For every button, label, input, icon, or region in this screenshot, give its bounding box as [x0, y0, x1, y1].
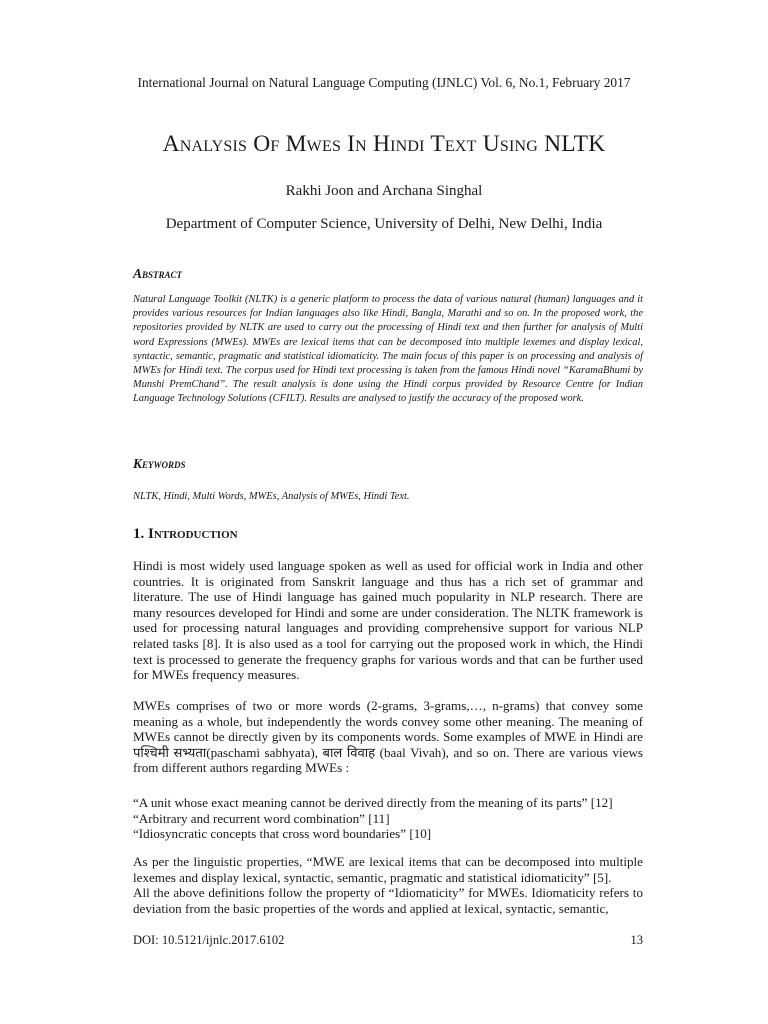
introduction-heading: 1. Introduction [133, 526, 238, 542]
paper-title: Analysis Of Mwes In Hindi Text Using NLTK [162, 131, 606, 157]
intro-paragraph-3-block [133, 854, 643, 916]
keywords-text: NLTK, Hindi, Multi Words, MWEs, Analysis of MWEs, Hindi Text. [133, 491, 410, 502]
quote-2: “Arbitrary and recurrent word combination” [11] [133, 810, 390, 826]
journal-header: International Journal on Natural Language Computing (IJNLC) Vol. 6, No.1, February 2017 [137, 75, 631, 90]
page-number: 13 [630, 933, 643, 947]
paper-authors: Rakhi Joon and Archana Singhal [285, 183, 483, 199]
abstract-text: Natural Language Toolkit (NLTK) is a generic platform to process the data of various natural (human) languages and it provides various resources for Indian languages also like Hindi, Bangla, Marathi and so on. In the proposed work, the repositories provided by NLTK are used to carry out the processing of Hindi text and then further for analysis of Multi word Expressions (MWEs). MWEs are lexical items that can be decomposed into multiple lexemes and display lexical, syntactic, semantic, pragmatic and statistical idiomaticity. The main focus of this paper is on processing and analysis of MWEs for Hindi text. The corpus used for Hindi text processing is taken from the famous Hindi novel “KaramaBhumi by Munshi PremChand”. The result analysis is done using the Hindi corpus provided by Resource Centre for Indian Language Technology Solutions (CFILT). Results are analysed to justify the accuracy of the proposed work. [133, 294, 643, 405]
definition-quotes [133, 795, 643, 842]
intro-paragraph-2: MWEs comprises of two or more words (2-grams, 3-grams,…, n-grams) that convey some meaning as a whole, but independently the words convey some other meaning. The meaning of MWEs cannot be directly given by its components words. Some examples of MWE in Hindi are पश्चिमी सभ्यता(paschami sabhyata), बाल विवाह (baal Vivah), and so on. There are various views from different authors regarding MWEs : [133, 698, 643, 776]
doi-link[interactable]: DOI: 10.5121/ijnlc.2017.6102 [133, 933, 285, 947]
abstract-heading: Abstract [133, 266, 183, 281]
quote-3: “Idiosyncratic concepts that cross word boundaries” [10] [133, 826, 432, 842]
paper-affiliation: Department of Computer Science, University of Delhi, New Delhi, India [165, 216, 603, 232]
intro-paragraph-3: As per the linguistic properties, “MWE are lexical items that can be decomposed into multiple lexemes and display lexical, syntactic, semantic, pragmatic and statistical idiomaticity” [5]. [133, 854, 643, 885]
quote-1: “A unit whose exact meaning cannot be derived directly from the meaning of its parts” [12] [133, 795, 613, 810]
intro-paragraph-1: Hindi is most widely used language spoken as well as used for official work in India and other countries. It is originated from Sanskrit language and thus has a rich set of grammar and literature. The use of Hindi language has gained much popularity in NLP research. There are many resources developed for Hindi and some are under consideration. The NLTK framework is used for processing natural languages and providing comprehensive support for various NLP related tasks [8]. It is also used as a tool for carrying out the proposed work in which, the Hindi text is processed to generate the frequency graphs for various words and that can be further used for MWEs frequency measures. [133, 558, 643, 683]
keywords-heading: Keywords [133, 456, 186, 471]
intro-paragraph-4: All the above definitions follow the property of “Idiomaticity” for MWEs. Idiomaticity refers to deviation from the basic properties of the words and applied at lexical, syntactic, semantic, [133, 885, 643, 916]
